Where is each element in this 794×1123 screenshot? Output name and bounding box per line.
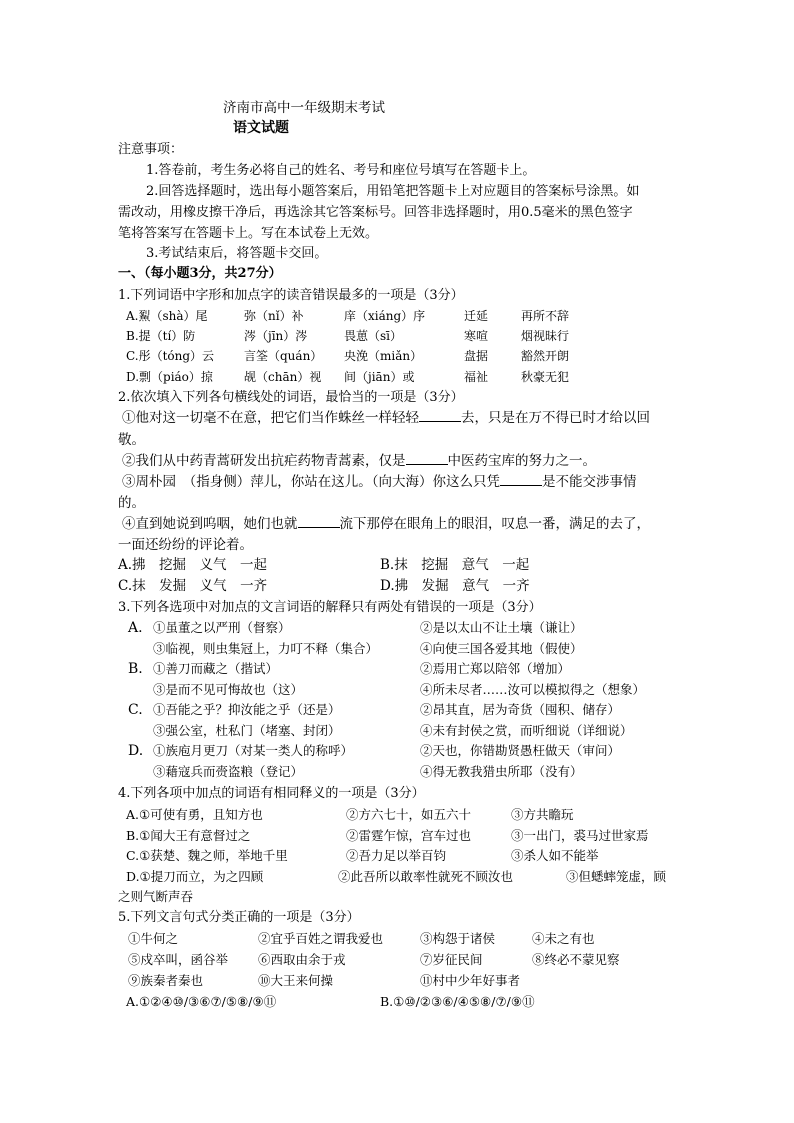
- q2-stem: 2.依次填入下列各句横线处的词语，最恰当的一项是（3分）: [118, 390, 464, 405]
- q1-option-row: [126, 367, 569, 387]
- q3-item: ④未有封侯之赏，而听细说（详细说）: [420, 723, 633, 738]
- q3-item: ③临视，则虫集冠上，力叮不释（集合）: [153, 641, 379, 656]
- q3-item: ④向使三国各爱其地（假使）: [420, 641, 583, 656]
- exam-subtitle: 语文试题: [233, 120, 289, 136]
- q5-item: ⑪村中少年好事者: [420, 973, 521, 988]
- q3-item: ①善刀而藏之（揩试）: [153, 661, 279, 676]
- q4-item: ②吾力足以举百钧: [346, 848, 447, 863]
- q1-cell: 寒喧: [464, 329, 489, 343]
- notice-item: 笔将答案写在答题卡上。写在本试卷上无效。: [118, 226, 379, 241]
- q5-item: ⑩大王来何操: [258, 973, 334, 988]
- q4-item: ③但蟋蟀笼虚，顾: [566, 869, 667, 884]
- q2-text: 一面还纷纷的评论着。: [118, 537, 253, 553]
- q3-option-row: [118, 700, 678, 720]
- q3-item: ④得无教我猎虫所耶（没有）: [420, 764, 583, 779]
- q5-item: ③构怨于诸侯: [420, 931, 496, 946]
- q5-item: ②宜乎百姓之谓我爱也: [258, 931, 384, 946]
- q3-item: ④所未尽者……汝可以模拟得之（想象）: [420, 682, 646, 697]
- q4-item: A.①可使有勇，且知方也: [126, 807, 263, 822]
- notice-item: 3.考试结束后，将答题卡交回。: [146, 246, 328, 261]
- q2-sentence: [122, 408, 650, 428]
- q1-cell: 间（jiān）或: [344, 370, 415, 384]
- q3-option-row: [118, 618, 678, 638]
- q2-option-row: [118, 576, 678, 596]
- q4-stem: 4.下列各项中加点的词语有相同释义的一项是（3分）: [118, 786, 425, 801]
- q1-stem: 1.下列词语中字形和加点字的读音错误最多的一项是（3分）: [118, 288, 464, 303]
- q1-cell: 庠（xiáng）序: [344, 309, 426, 323]
- q3-option-row: [118, 680, 678, 700]
- q2-text: 是不能交涉事情: [542, 474, 637, 490]
- q2-text: 去，只是在万不得已时才给以回: [461, 410, 650, 426]
- q1-cell: 盘据: [464, 349, 489, 363]
- section-title: 一、（每小题3分，共27分）: [118, 266, 282, 281]
- q3-option-row: [118, 721, 678, 741]
- q3-item: ①族庖月更刀（对某一类人的称呼）: [153, 743, 354, 758]
- q5-row: [128, 950, 678, 970]
- exam-title: 济南市高中一年级期末考试: [223, 100, 385, 116]
- q2-text: ④直到她说到呜咽，她们也就: [122, 516, 298, 532]
- q1-cell: B.提（tí）防: [126, 329, 196, 343]
- q3-option-row: [118, 659, 678, 679]
- q1-cell: 迁延: [464, 309, 489, 323]
- q5-option-a: A.①②④⑩/③⑥⑦/⑤⑧/⑨⑪: [126, 994, 277, 1009]
- q4-option-row: [126, 805, 678, 825]
- notice-heading: 注意事项：: [118, 142, 184, 157]
- q2-option-a: A.拂 挖掘 义气 一起: [118, 557, 268, 573]
- q4-item: ②此吾所以敢率性就死不顾汝也: [338, 869, 514, 884]
- q2-option-b: B.抹 挖掘 意气 一起: [380, 557, 530, 573]
- q5-item: ⑧终必不蒙见察: [532, 952, 620, 967]
- q3-item: ②是以太山不让土壤（谦让）: [420, 620, 583, 635]
- q2-text: ②我们从中药青蒿研发出抗疟药物青蒿素，仅是: [122, 453, 406, 469]
- q5-option-b: B.①⑩/②③⑥/④⑤⑧/⑦/⑨⑪: [380, 994, 535, 1009]
- q1-option-row: [126, 306, 569, 326]
- q2-sentence: [122, 514, 650, 534]
- q4-item: C.①获楚、魏之师，举地千里: [126, 848, 288, 863]
- q5-item: ⑥西取由余于戎: [258, 952, 346, 967]
- q5-option-row: [126, 992, 678, 1012]
- q1-cell: C.彤（tóng）云: [126, 349, 215, 363]
- q4-item: ③一出门，裘马过世家焉: [511, 828, 649, 843]
- q5-item: ⑤戍卒叫，函谷举: [128, 952, 229, 967]
- q3-letter: A.: [128, 620, 143, 636]
- q3-item: ③强公室，杜私门（堵塞、封闭）: [153, 723, 341, 738]
- fill-blank: [298, 515, 340, 528]
- q4-tail: 之则气断声吞: [118, 889, 194, 904]
- q1-cell: 言筌（quán）: [244, 349, 323, 363]
- q1-option-row: [126, 326, 569, 346]
- fill-blank: [406, 452, 448, 465]
- q4-option-row: [126, 846, 678, 866]
- q5-row: [128, 929, 678, 949]
- q2-sentence: [122, 472, 637, 492]
- q5-item: ⑦岁征民间: [420, 952, 483, 967]
- q4-option-row: [126, 867, 678, 887]
- q2-sentence: [122, 451, 596, 471]
- q3-item: ②焉用亡郑以陪邻（增加）: [420, 661, 571, 676]
- q3-option-row: [118, 762, 678, 782]
- q3-item: ②天也，你错勘贤愚枉做天（审问）: [420, 743, 621, 758]
- q2-text: 中医药宝库的努力之一。: [447, 453, 596, 469]
- q5-row: [128, 971, 678, 991]
- q3-letter: D.: [128, 743, 144, 759]
- q4-item: ②方六七十，如五六十: [346, 807, 472, 822]
- q1-option-row: [126, 346, 569, 366]
- q1-cell: D.剽（piáo）掠: [126, 370, 213, 384]
- q4-item: ②雷霆乍惊，宫车过也: [346, 828, 472, 843]
- q1-cell: 烟视昧行: [521, 329, 570, 343]
- notice-item: 1.答卷前，考生务必将自己的姓名、考号和座位号填写在答题卡上。: [146, 163, 536, 178]
- q3-letter: C.: [128, 702, 143, 718]
- q2-option-d: D.拂 发掘 意气 一齐: [380, 578, 530, 594]
- q3-letter: B.: [128, 661, 143, 677]
- q4-item: B.①闻大王有意督过之: [126, 828, 251, 843]
- q5-item: ①牛何之: [128, 931, 179, 946]
- q5-stem: 5.下列文言句式分类正确的一项是（3分）: [118, 910, 360, 925]
- q1-cell: 豁然开朗: [521, 349, 570, 363]
- q1-cell: 畏葸（sī）: [344, 329, 402, 343]
- q3-option-row: [118, 741, 678, 761]
- q3-stem: 3.下列各选项中对加点的文言词语的解释只有两处有错误的一项是（3分）: [118, 600, 542, 615]
- q3-item: ③藉寇兵而赍盗粮（登记）: [153, 764, 304, 779]
- q2-text: ③周朴园 （指身侧）萍儿，你站在这儿。（向大海）你这么只凭: [122, 474, 500, 490]
- fill-blank: [419, 409, 461, 422]
- q1-cell: 觇（chān）视: [244, 370, 322, 384]
- q3-item: ②昂其直，居为奇货（囤积、储存）: [420, 702, 621, 717]
- q4-item: ③方共瞻玩: [511, 807, 574, 822]
- q2-option-row: [118, 555, 678, 575]
- q4-item: D.①提刀而立，为之四顾: [126, 869, 264, 884]
- q2-text: 的。: [118, 495, 145, 511]
- notice-item: 需改动，用橡皮擦干净后，再选涂其它答案标号。回答非选择题时，用0.5毫米的黑色签字: [118, 205, 633, 220]
- q2-text: 敬。: [118, 432, 145, 448]
- fill-blank: [500, 473, 542, 486]
- q2-text: ①他对这一切毫不在意，把它们当作蛛丝一样轻轻: [122, 410, 419, 426]
- q3-item: ③是而不见可悔故也（这）: [153, 682, 304, 697]
- q3-item: ①虽董之以严刑（督察）: [153, 620, 291, 635]
- notice-item: 2.回答选择题时，选出每小题答案后，用铅笔把答题卡上对应题目的答案标号涂黑。如: [146, 184, 640, 199]
- q3-option-row: [118, 639, 678, 659]
- q1-cell: 福祉: [464, 370, 489, 384]
- q5-item: ⑨族秦者秦也: [128, 973, 204, 988]
- q1-cell: 央浼（miǎn）: [344, 349, 423, 363]
- q1-cell: 再所不辞: [521, 309, 570, 323]
- q1-cell: A.鮤（shà）尾: [126, 309, 208, 323]
- q1-cell: 秋豪无犯: [521, 370, 570, 384]
- q2-text: 流下那停在眼角上的眼泪，叹息一番，满足的去了，: [339, 516, 650, 532]
- q2-option-c: C.抹 发掘 义气 一齐: [118, 578, 268, 594]
- q4-item: ③杀人如不能举: [511, 848, 599, 863]
- q3-item: ①吾能之乎？抑汝能之乎（还是）: [153, 702, 341, 717]
- q1-cell: 弥（nǐ）补: [244, 309, 304, 323]
- q1-cell: 涔（jīn）涔: [244, 329, 308, 343]
- q5-item: ④未之有也: [532, 931, 595, 946]
- q4-option-row: [126, 826, 678, 846]
